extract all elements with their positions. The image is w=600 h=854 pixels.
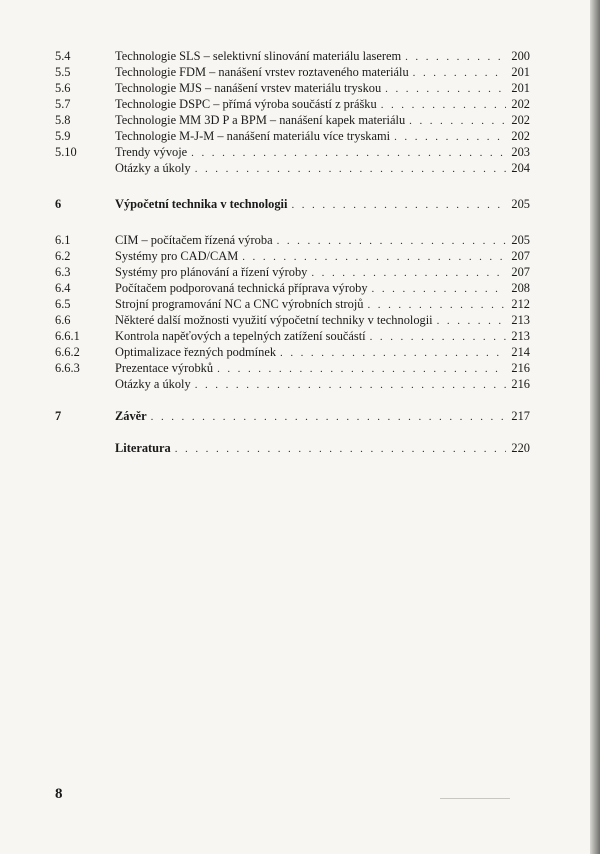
chapter-number: 7 — [55, 409, 62, 423]
section-title: Otázky a úkoly — [115, 161, 191, 175]
section-number: 5.4 — [55, 49, 71, 63]
toc-entry-6-3 — [55, 264, 530, 280]
table-of-contents — [55, 48, 530, 456]
toc-entry-6-4 — [55, 280, 530, 296]
page-number: 217 — [511, 409, 530, 423]
leader-dots — [437, 313, 506, 329]
page-number: 205 — [511, 197, 530, 211]
leader-dots — [280, 345, 506, 361]
section-number: 6.6 — [55, 313, 71, 327]
page-number: 204 — [511, 161, 530, 175]
section-number: 6.1 — [55, 233, 71, 247]
section-number: 6.6.1 — [55, 329, 80, 343]
section-number: 5.5 — [55, 65, 71, 79]
section-number: 6.5 — [55, 297, 71, 311]
section-title: Kontrola napěťových a tepelných zatížení součástí — [115, 329, 366, 343]
leader-dots — [409, 113, 506, 129]
section-title: Optimalizace řezných podmínek — [115, 345, 277, 359]
section-title: Technologie SLS – selektivní slinování materiálu laserem — [115, 49, 402, 63]
toc-entry-5-4 — [55, 48, 530, 64]
page-number: 213 — [511, 329, 530, 343]
section-title: Technologie M-J-M – nanášení materiálu více tryskami — [115, 129, 391, 143]
leader-dots — [195, 161, 506, 177]
leader-dots — [385, 81, 506, 97]
section-title: Technologie MJS – nanášení vrstev materiálu tryskou — [115, 81, 382, 95]
page-number: 220 — [511, 441, 530, 455]
page-edge-shadow — [590, 0, 600, 854]
page-number: 201 — [511, 81, 530, 95]
page-number: 208 — [511, 281, 530, 295]
leader-dots — [175, 441, 506, 457]
chapter-title: Literatura — [115, 441, 171, 455]
page-number: 203 — [511, 145, 530, 159]
leader-dots — [191, 145, 506, 161]
page-number: 205 — [511, 233, 530, 247]
toc-entry-6-1 — [55, 232, 530, 248]
section-title: Některé další možnosti využití výpočetní techniky v technologii — [115, 313, 433, 327]
section-number: 6.4 — [55, 281, 71, 295]
section-title: Trendy vývoje — [115, 145, 188, 159]
page-number: 202 — [511, 129, 530, 143]
section-title: Systémy pro plánování a řízení výroby — [115, 265, 308, 279]
toc-entry-6-6-2 — [55, 344, 530, 360]
section-title: Prezentace výrobků — [115, 361, 214, 375]
toc-entry-6-5 — [55, 296, 530, 312]
toc-entry-5-8 — [55, 112, 530, 128]
toc-entry-6-2 — [55, 248, 530, 264]
leader-dots — [217, 361, 506, 377]
page-number: 201 — [511, 65, 530, 79]
section-number: 6.3 — [55, 265, 71, 279]
page-number: 214 — [511, 345, 530, 359]
page-number: 202 — [511, 113, 530, 127]
leader-dots — [370, 329, 506, 345]
toc-chapter-6 — [55, 196, 530, 212]
leader-dots — [277, 233, 506, 249]
toc-entry-5-6 — [55, 80, 530, 96]
chapter-title: Závěr — [115, 409, 147, 423]
page-number: 207 — [511, 249, 530, 263]
toc-entry-6-6 — [55, 312, 530, 328]
section-number: 6.6.3 — [55, 361, 80, 375]
page-number: 213 — [511, 313, 530, 327]
leader-dots — [242, 249, 506, 265]
page-folio: 8 — [55, 786, 63, 802]
toc-entry-questions-5 — [55, 160, 530, 176]
leader-dots — [151, 409, 506, 425]
toc-chapter-7 — [55, 408, 530, 424]
leader-dots — [367, 297, 506, 313]
section-title: CIM – počítačem řízená výroba — [115, 233, 273, 247]
section-number: 5.6 — [55, 81, 71, 95]
section-number: 5.10 — [55, 145, 77, 159]
section-title: Systémy pro CAD/CAM — [115, 249, 239, 263]
page-number: 207 — [511, 265, 530, 279]
section-title: Strojní programování NC a CNC výrobních strojů — [115, 297, 364, 311]
leader-dots — [405, 49, 506, 65]
toc-entry-5-7 — [55, 96, 530, 112]
section-number: 5.9 — [55, 129, 71, 143]
leader-dots — [311, 265, 506, 281]
leader-dots — [381, 97, 506, 113]
toc-entry-6-6-3 — [55, 360, 530, 376]
section-title: Technologie MM 3D P a BPM – nanášení kapek materiálu — [115, 113, 406, 127]
section-title: Otázky a úkoly — [115, 377, 191, 391]
leader-dots — [195, 377, 506, 393]
toc-entry-questions-6 — [55, 376, 530, 392]
page-number: 216 — [511, 361, 530, 375]
section-title: Technologie DSPC – přímá výroba součástí z prášku — [115, 97, 377, 111]
toc-literature — [55, 440, 530, 456]
chapter-number: 6 — [55, 197, 62, 211]
toc-entry-6-6-1 — [55, 328, 530, 344]
toc-entry-5-9 — [55, 128, 530, 144]
page-number: 212 — [511, 297, 530, 311]
section-number: 5.7 — [55, 97, 71, 111]
leader-dots — [413, 65, 506, 81]
section-title: Technologie FDM – nanášení vrstev roztaveného materiálu — [115, 65, 409, 79]
paper-smudge — [440, 798, 510, 799]
leader-dots — [291, 197, 506, 213]
leader-dots — [372, 281, 506, 297]
section-number: 6.2 — [55, 249, 71, 263]
leader-dots — [394, 129, 506, 145]
chapter-title: Výpočetní technika v technologii — [115, 197, 288, 211]
section-number: 6.6.2 — [55, 345, 80, 359]
toc-entry-5-5 — [55, 64, 530, 80]
section-title: Počítačem podporovaná technická příprava výroby — [115, 281, 368, 295]
toc-entry-5-10 — [55, 144, 530, 160]
page-number: 200 — [511, 49, 530, 63]
page-number: 202 — [511, 97, 530, 111]
section-number: 5.8 — [55, 113, 71, 127]
page-number: 216 — [511, 377, 530, 391]
